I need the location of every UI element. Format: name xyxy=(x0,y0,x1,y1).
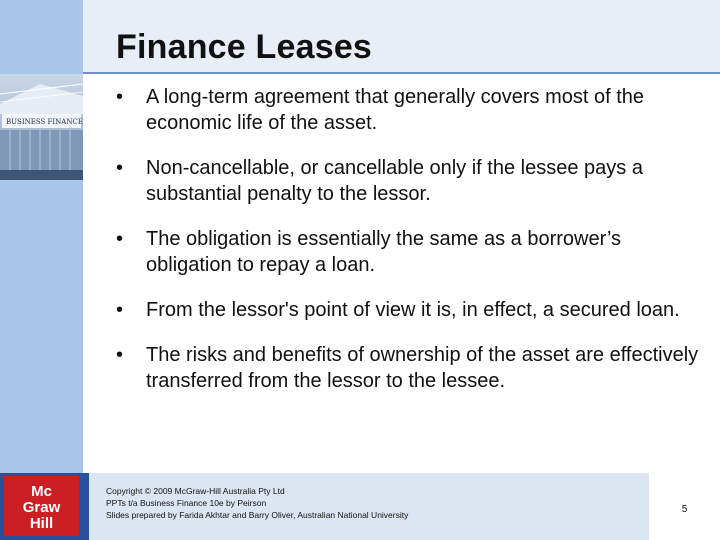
bullet-marker: • xyxy=(116,344,124,366)
bullet-item xyxy=(114,342,704,394)
bullet-text: A long-term agreement that generally covers most of the economic life of the asset. xyxy=(146,86,645,134)
bullet-text: The risks and benefits of ownership of the asset are effectively transferred from the lessor to the lessee. xyxy=(146,344,699,392)
mcgraw-hill-logo xyxy=(4,476,79,536)
bullet-marker: • xyxy=(116,228,124,250)
bullet-text: Non-cancellable, or cancellable only if the lessee pays a substantial penalty to the lessor. xyxy=(146,157,643,205)
page-number: 5 xyxy=(681,504,688,515)
bullet-item xyxy=(114,297,704,323)
logo-line-1: Mc xyxy=(31,483,52,500)
bullet-marker: • xyxy=(116,86,124,108)
bullet-text: The obligation is essentially the same as a borrower’s obligation to repay a loan. xyxy=(146,228,622,276)
logo-line-2: Graw xyxy=(22,499,61,516)
bullet-item xyxy=(114,226,704,278)
bullet-list xyxy=(114,84,704,413)
bullet-item xyxy=(114,155,704,207)
book-cover-title: BUSINESS FINANCE xyxy=(6,118,83,126)
book-cover-icon xyxy=(0,74,83,180)
bullet-item xyxy=(114,84,704,136)
slide-title: Finance Leases xyxy=(116,28,373,66)
footer-text xyxy=(106,485,408,521)
page-number-box xyxy=(649,473,720,540)
footer-copyright-line: Copyright © 2009 McGraw-Hill Australia Pty Ltd xyxy=(106,486,285,496)
bullet-text: From the lessor's point of view it is, in effect, a secured loan. xyxy=(146,299,680,321)
bullet-marker: • xyxy=(116,157,124,179)
book-cover-image xyxy=(0,74,83,180)
footer-credits-line: Slides prepared by Farida Akhtar and Barry Oliver, Australian National University xyxy=(106,510,409,520)
title-divider xyxy=(83,72,720,74)
logo-line-3: Hill xyxy=(29,515,54,532)
footer-book-line: PPTs t/a Business Finance 10e by Peirson xyxy=(106,498,267,508)
bullet-marker: • xyxy=(116,299,124,321)
